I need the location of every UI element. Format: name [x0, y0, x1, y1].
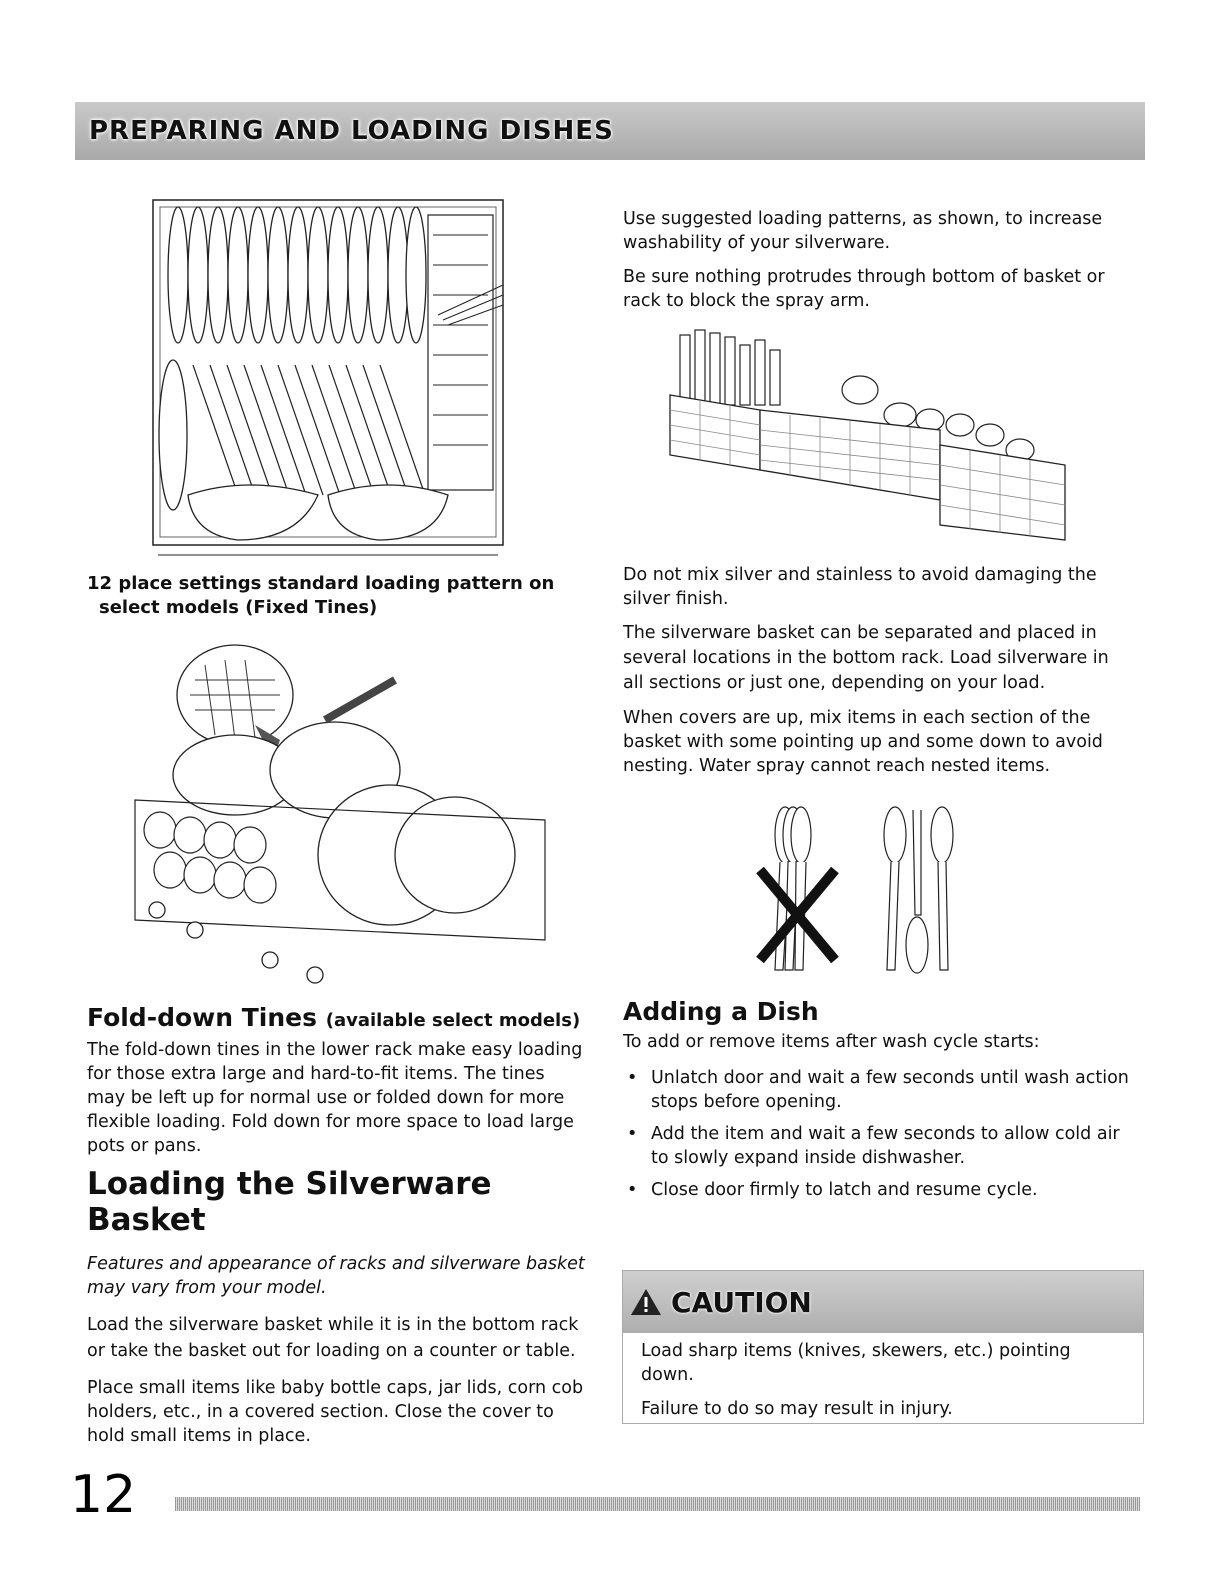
page-title: PREPARING AND LOADING DISHES: [89, 116, 614, 146]
fold-down-body: The fold-down tines in the lower rack make easy loading for those extra large and hard-to-fit items. The tines may be left up for normal use or folded down for more flexible loading. Fold down for more space to load large pots or pans.: [87, 1040, 583, 1156]
list-item: • Close door firmly to latch and resume cycle.: [623, 1178, 1133, 1202]
page-number: 12: [70, 1465, 137, 1525]
silverware-paragraph-1: Load the silverware basket while it is in the bottom rack or take the basket out for loading on a counter or table.: [87, 1315, 579, 1361]
rack-caption-line2: select models (Fixed Tines): [99, 597, 378, 618]
caution-box: [622, 1270, 1144, 1424]
silverware-basket-illustration: [660, 325, 1075, 555]
adding-dish-steps: [623, 1066, 1133, 1202]
caution-header: [623, 1271, 1143, 1333]
adding-dish-heading: Adding a Dish: [623, 997, 819, 1026]
right-paragraph-2: Be sure nothing protrudes through bottom of basket or rack to block the spray arm.: [623, 267, 1105, 311]
section-banner: [75, 102, 1145, 160]
fold-down-heading-note: (available select models): [325, 1010, 581, 1031]
fold-down-heading: Fold-down Tines: [87, 1003, 318, 1032]
rack-loading-illustration: [148, 195, 513, 570]
right-paragraph-4: The silverware basket can be separated and placed in several locations in the bottom rack. Load silverware in all sections or just one, depending on your load.: [623, 623, 1109, 693]
silverware-paragraph-2: Place small items like baby bottle caps, jar lids, corn cob holders, etc., in a covered section. Close the cover to hold small items in place.: [87, 1378, 584, 1446]
right-paragraph-3: Do not mix silver and stainless to avoid damaging the silver finish.: [623, 565, 1097, 609]
right-paragraph-1: Use suggested loading patterns, as shown, to increase washability of your silverware.: [623, 209, 1103, 253]
right-paragraph-5: When covers are up, mix items in each section of the basket with some pointing up and some down to avoid nesting. Water spray cannot reach nested items.: [623, 708, 1103, 776]
silverware-heading: Loading the Silverware Basket: [87, 1166, 492, 1238]
fold-down-tines-illustration: [125, 640, 565, 985]
footer-bar: [175, 1497, 1140, 1511]
caution-line-2: Failure to do so may result in injury.: [641, 1399, 953, 1419]
rack-caption-line1: 12 place settings standard loading pattern on: [87, 573, 555, 594]
warning-triangle-icon: [629, 1287, 663, 1317]
list-item: • Unlatch door and wait a few seconds until wash action stops before opening.: [623, 1066, 1133, 1114]
silverware-note: Features and appearance of racks and silverware basket may vary from your model.: [87, 1254, 585, 1298]
list-item: • Add the item and wait a few seconds to allow cold air to slowly expand inside dishwasher.: [623, 1122, 1133, 1170]
spoon-nesting-illustration: [755, 800, 970, 978]
caution-title: CAUTION: [671, 1285, 812, 1319]
adding-dish-intro: To add or remove items after wash cycle starts:: [623, 1032, 1040, 1052]
caution-line-1: Load sharp items (knives, skewers, etc.) pointing down.: [641, 1341, 1071, 1385]
